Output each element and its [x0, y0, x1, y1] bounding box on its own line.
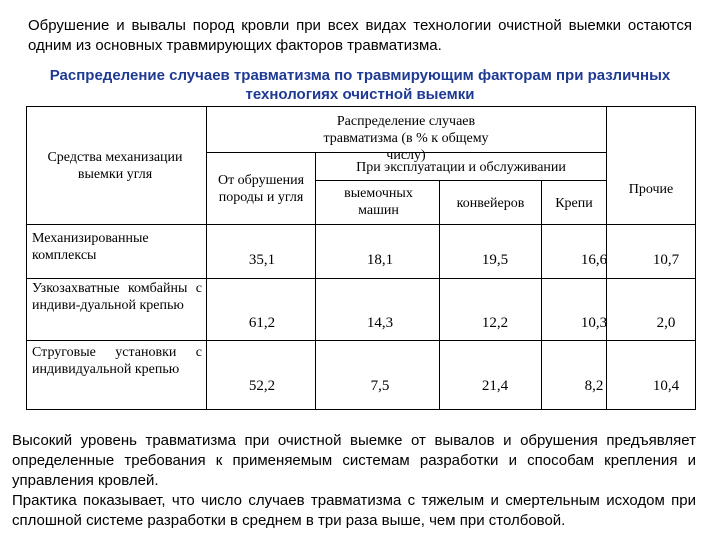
- row-3-machines: 7,5: [370, 378, 390, 394]
- header-other: Прочие: [628, 182, 674, 197]
- row-1-conveyors: 19,5: [481, 252, 509, 268]
- row-2-other: 2,0: [656, 315, 676, 331]
- header-operation: При эксплуатации и обслуживании: [356, 160, 566, 175]
- row-3-supports: 8,2: [584, 378, 604, 394]
- table-line-after-machines: [439, 180, 440, 410]
- row-2-machines: 14,3: [366, 315, 394, 331]
- row-1-label: Механизированные комплексы: [32, 231, 149, 263]
- row-1-machines: 18,1: [366, 252, 394, 268]
- table-border-left: [26, 106, 27, 410]
- header-supports: Крепи: [555, 196, 593, 211]
- row-3-conveyors: 21,4: [481, 378, 509, 394]
- table-border-bottom: [26, 409, 696, 410]
- table-heading: [10, 66, 710, 104]
- table-line-row-2-top: [26, 278, 696, 279]
- header-means: Средства механизации выемки угля: [47, 150, 183, 182]
- table-heading-line-2: технологиях очистной выемки: [245, 86, 475, 103]
- table-heading-line-1: Распределение случаев травматизма по травмирующим факторам при различных: [49, 67, 671, 84]
- row-2-collapse: 61,2: [248, 315, 276, 331]
- injury-distribution-table: [26, 106, 696, 410]
- table-line-after-conveyors: [541, 180, 542, 410]
- row-3-collapse: 52,2: [248, 378, 276, 394]
- table-line-row-3-top: [26, 340, 696, 341]
- table-line-row-1-top: [26, 224, 696, 225]
- conclusion-paragraph-2: Практика показывает, что число случаев травматизма с тяжелым и смертельным исходом при сплошной системе разработки в среднем в три раза выше, чем при столбовой.: [12, 492, 696, 529]
- table-border-right: [695, 106, 696, 410]
- header-distribution: Распределение случаев травматизма (в % к общему числу): [323, 114, 489, 163]
- table-line-after-label: [206, 106, 207, 410]
- header-collapse: От обрушения породы и угля: [217, 173, 305, 205]
- header-machines: выемочных машин: [344, 186, 413, 218]
- table-line-under-operation: [315, 180, 606, 181]
- row-3-other: 10,4: [652, 378, 680, 394]
- table-border-top: [26, 106, 696, 107]
- table-line-after-collapse: [315, 152, 316, 410]
- row-2-conveyors: 12,2: [481, 315, 509, 331]
- header-conveyors: конвейеров: [456, 196, 525, 211]
- row-2-label: Узкозахватные комбайны с индиви-дуальной крепью: [32, 281, 202, 313]
- intro-text: Обрушение и вывалы пород кровли при всех видах технологии очистной выемки остаются одним из основных травмирующих факторов травматизма.: [28, 17, 692, 54]
- row-1-supports: 16,6: [580, 252, 608, 268]
- row-1-other: 10,7: [652, 252, 680, 268]
- row-3-label: Струговые установки с индивидуальной крепью: [32, 345, 202, 377]
- conclusion-paragraph-1: Высокий уровень травматизма при очистной выемке от вывалов и обрушения предъявляет определенные требования к применяемым системам разработки и способам крепления и управления кровлей.: [12, 432, 696, 489]
- conclusion-text: [12, 431, 696, 531]
- row-2-supports: 10,3: [580, 315, 608, 331]
- row-1-collapse: 35,1: [248, 252, 276, 268]
